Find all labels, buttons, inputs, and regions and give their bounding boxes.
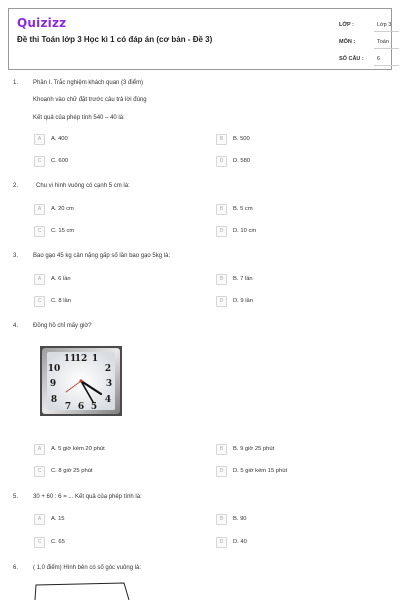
option-letter-box[interactable]: B bbox=[216, 274, 227, 285]
option-text: D. 10 cm bbox=[233, 228, 257, 234]
option-letter-box[interactable]: A bbox=[34, 134, 45, 145]
geometry-figure bbox=[34, 582, 130, 600]
option-letter-box[interactable]: C bbox=[34, 537, 45, 548]
option-text: D. 580 bbox=[233, 158, 251, 164]
option-letter-box[interactable]: B bbox=[216, 134, 227, 145]
option-letter-box[interactable]: D bbox=[216, 296, 227, 307]
meta-underline bbox=[374, 48, 399, 49]
clock-number: 2 bbox=[104, 364, 112, 374]
meta-value: Toán bbox=[377, 39, 389, 45]
meta-label: MÔN : bbox=[339, 39, 356, 45]
option-text: B. 5 cm bbox=[233, 206, 253, 212]
option-text: C. 8 lần bbox=[51, 298, 71, 304]
meta-row-count bbox=[339, 53, 399, 67]
clock-number: 11 bbox=[63, 354, 77, 364]
question-text: Phần I. Trắc nghiệm khách quan (3 điểm) bbox=[33, 80, 144, 86]
option-text: A. 15 bbox=[51, 516, 65, 522]
option-text: C. 600 bbox=[51, 158, 69, 164]
meta-row-class bbox=[339, 19, 399, 33]
clock-number: 6 bbox=[77, 402, 85, 412]
clock-number: 4 bbox=[104, 395, 112, 405]
option-letter-box[interactable]: B bbox=[216, 514, 227, 525]
clock-image bbox=[40, 346, 122, 416]
option-text: A. 5 giờ kém 20 phút bbox=[51, 446, 105, 452]
option-text: B. 9 giờ 25 phút bbox=[233, 446, 275, 452]
option-text: A. 20 cm bbox=[51, 206, 74, 212]
option-letter-box[interactable]: A bbox=[34, 274, 45, 285]
question-number: 3. bbox=[13, 253, 19, 259]
option-letter-box[interactable]: B bbox=[216, 444, 227, 455]
option-letter-box[interactable]: C bbox=[34, 466, 45, 477]
clock-number: 5 bbox=[90, 402, 98, 412]
question-text: Bao gạo 45 kg cân nặng gấp số lần bao gạo 5kg là: bbox=[33, 253, 171, 259]
option-letter-box[interactable]: A bbox=[34, 514, 45, 525]
option-text: B. 90 bbox=[233, 516, 247, 522]
question-text: Khoanh vào chữ đặt trước câu trả lời đúng bbox=[33, 97, 147, 103]
meta-row-subject bbox=[339, 36, 399, 50]
option-text: D. 40 bbox=[233, 539, 247, 545]
clock-number: 3 bbox=[105, 379, 113, 389]
worksheet-title: Đề thi Toán lớp 3 Học kì 1 có đáp án (cơ bản - Đề 3) bbox=[17, 35, 213, 44]
option-letter-box[interactable]: B bbox=[216, 204, 227, 215]
clock-number: 7 bbox=[64, 402, 72, 412]
question-text: ( 1,0 điểm) Hình bên có số góc vuông là: bbox=[33, 565, 142, 571]
option-text: D. 9 lần bbox=[233, 298, 253, 304]
option-letter-box[interactable]: D bbox=[216, 156, 227, 167]
option-text: B. 7 lần bbox=[233, 276, 253, 282]
clock-svg bbox=[40, 346, 122, 416]
meta-value: Lớp 3 bbox=[377, 22, 392, 28]
question-text: Kết quả của phép tính 540 – 40 là: bbox=[33, 115, 125, 121]
option-text: C. 65 bbox=[51, 539, 65, 545]
option-text: A. 400 bbox=[51, 136, 68, 142]
option-text: C. 8 giờ 25 phút bbox=[51, 468, 93, 474]
question-number: 6. bbox=[13, 565, 19, 571]
question-text: Đồng hồ chỉ mấy giờ? bbox=[33, 323, 92, 329]
question-text: Chu vi hình vuông có cạnh 5 cm là: bbox=[36, 183, 130, 189]
option-text: A. 6 lần bbox=[51, 276, 71, 282]
quadrilateral-shape bbox=[34, 582, 130, 600]
worksheet-header bbox=[8, 8, 392, 70]
clock-number: 1 bbox=[91, 354, 99, 364]
option-letter-box[interactable]: C bbox=[34, 156, 45, 167]
option-letter-box[interactable]: C bbox=[34, 226, 45, 237]
meta-label: LỚP : bbox=[339, 22, 354, 28]
meta-value: 6 bbox=[377, 56, 381, 62]
option-text: C. 15 cm bbox=[51, 228, 75, 234]
clock-number: 10 bbox=[47, 364, 61, 374]
meta-label: SỐ CÂU : bbox=[339, 56, 364, 62]
question-number: 2. bbox=[13, 183, 19, 189]
clock-number: 12 bbox=[74, 354, 88, 364]
clock-center-pin bbox=[79, 379, 82, 382]
meta-underline bbox=[374, 31, 399, 32]
shape-outline bbox=[35, 583, 129, 600]
question-text: 30 + 60 : 6 = ... Kết quả của phép tính là: bbox=[33, 494, 142, 500]
option-letter-box[interactable]: C bbox=[34, 296, 45, 307]
question-number: 5. bbox=[13, 494, 19, 500]
option-text: B. 500 bbox=[233, 136, 250, 142]
clock-number: 8 bbox=[50, 395, 58, 405]
meta-underline bbox=[374, 65, 399, 66]
option-letter-box[interactable]: D bbox=[216, 226, 227, 237]
option-letter-box[interactable]: A bbox=[34, 444, 45, 455]
option-letter-box[interactable]: A bbox=[34, 204, 45, 215]
quizizz-logo: Quizizz bbox=[17, 16, 67, 30]
question-number: 4. bbox=[13, 323, 19, 329]
question-number: 1. bbox=[13, 80, 19, 86]
option-text: D. 5 giờ kém 15 phút bbox=[233, 468, 288, 474]
option-letter-box[interactable]: D bbox=[216, 466, 227, 477]
option-letter-box[interactable]: D bbox=[216, 537, 227, 548]
clock-number: 9 bbox=[49, 379, 57, 389]
